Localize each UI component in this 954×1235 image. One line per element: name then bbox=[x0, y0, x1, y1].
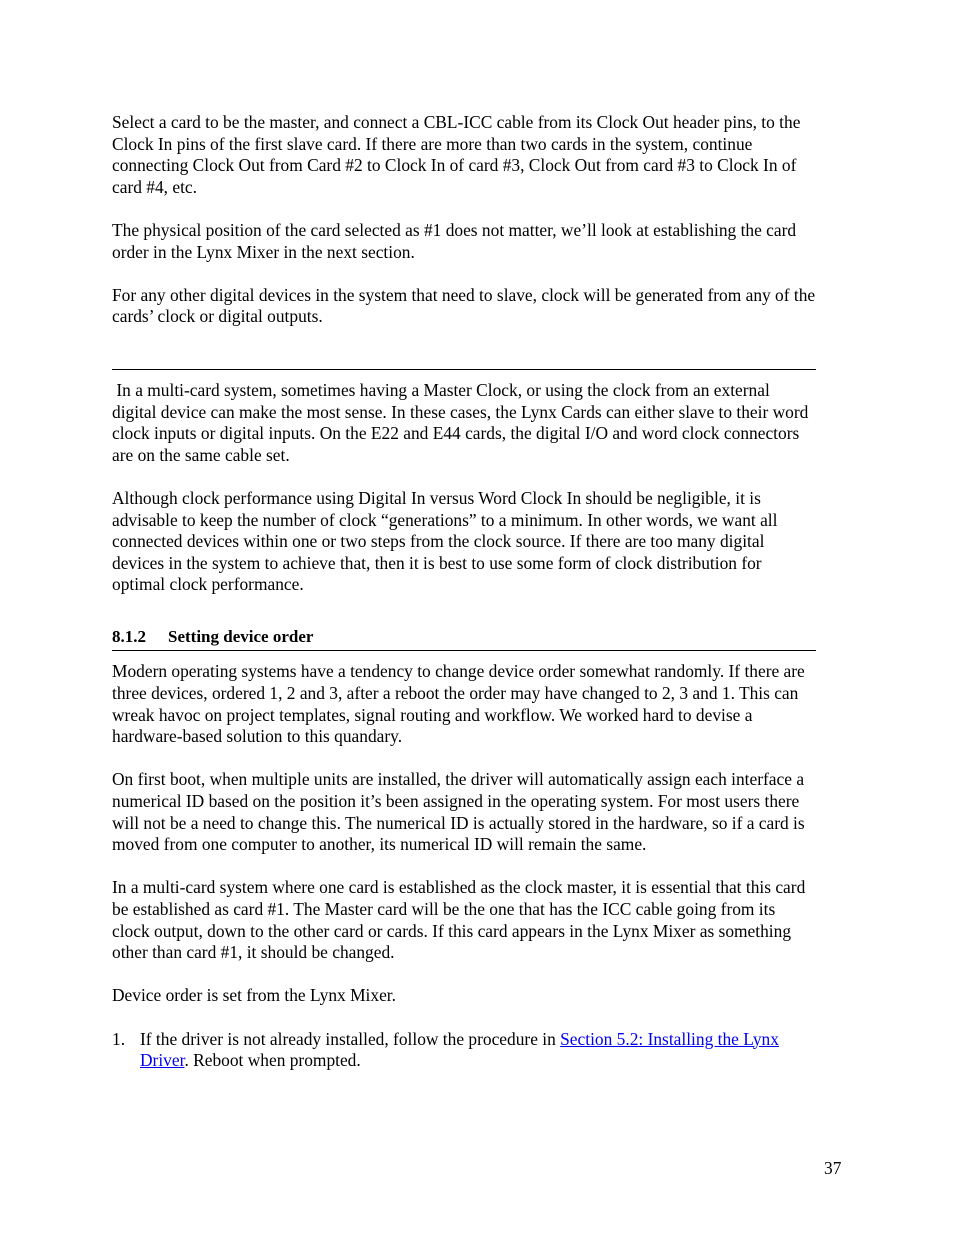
paragraph: The physical position of the card selected as #1 does not matter, we’ll look at establishing the card order in the Lynx Mixer in the next section. bbox=[112, 219, 797, 262]
paragraph: On first boot, when multiple units are installed, the driver will automatically assign each interface a numerical ID based on the position it’s been assigned in the operating system. For most users there will not be a need to change this. The numerical ID is actually stored in the hardware, so if a card is moved from one computer to another, its numerical ID will remain the same. bbox=[112, 769, 805, 855]
paragraph: Although clock performance using Digital In versus Word Clock In should be negligible, it is advisable to keep the number of clock “generations” to a minimum. In other words, we want all connected devices within one or two steps from the clock source. If there are too many digital devices in the system to achieve that, then it is best to use some form of clock distribution for optimal clock performance. bbox=[112, 487, 778, 595]
list-text bbox=[140, 1029, 816, 1072]
paragraph: Select a card to be the master, and connect a CBL-ICC cable from its Clock Out header pins, to the Clock In pins of the first slave card. If there are more than two cards in the system, continue connecting Clock Out from Card #2 to Clock In of card #3, Clock Out from card #3 to Clock In of card #4, etc. bbox=[112, 112, 801, 197]
list-item bbox=[112, 1029, 816, 1072]
paragraph: Modern operating systems have a tendency to change device order somewhat randomly. If there are three devices, ordered 1, 2 and 3, after a reboot the order may have changed to 2, 3 and 1. This can wreak havoc on project templates, signal routing and workflow. We worked hard to devise a hardware-based solution to this quandary. bbox=[112, 661, 805, 747]
horizontal-rule bbox=[112, 369, 816, 370]
paragraph: In a multi-card system where one card is established as the clock master, it is essential that this card be established as card #1. The Master card will be the one that has the ICC cable going from its clock output, down to the other card or cards. If this card appears in the Lynx Mixer as something other than card #1, it should be changed. bbox=[112, 877, 806, 963]
paragraph: In a multi-card system, sometimes having a Master Clock, or using the clock from an external digital device can make the most sense. In these cases, the Lynx Cards can either slave to their word clock inputs or digital inputs. On the E22 and E44 cards, the digital I/O and word clock connectors are on the same cable set. bbox=[112, 379, 813, 465]
paragraph: Device order is set from the Lynx Mixer. bbox=[112, 985, 396, 1006]
paragraph: For any other digital devices in the system that need to slave, clock will be generated from any of the cards’ clock or digital outputs. bbox=[112, 284, 816, 327]
document-body bbox=[112, 112, 816, 1072]
section-title: Setting device order bbox=[168, 626, 314, 646]
section-link[interactable]: Section 5.2: Installing the Lynx Driver bbox=[140, 1028, 779, 1071]
list-text-before: If the driver is not already installed, follow the procedure in bbox=[140, 1028, 561, 1049]
list-text-after: . Reboot when prompted. bbox=[184, 1050, 361, 1071]
list-number: 1. bbox=[112, 1028, 126, 1049]
page-number: 37 bbox=[824, 1158, 842, 1178]
section-number: 8.1.2 bbox=[112, 626, 146, 646]
section-heading bbox=[112, 626, 816, 652]
